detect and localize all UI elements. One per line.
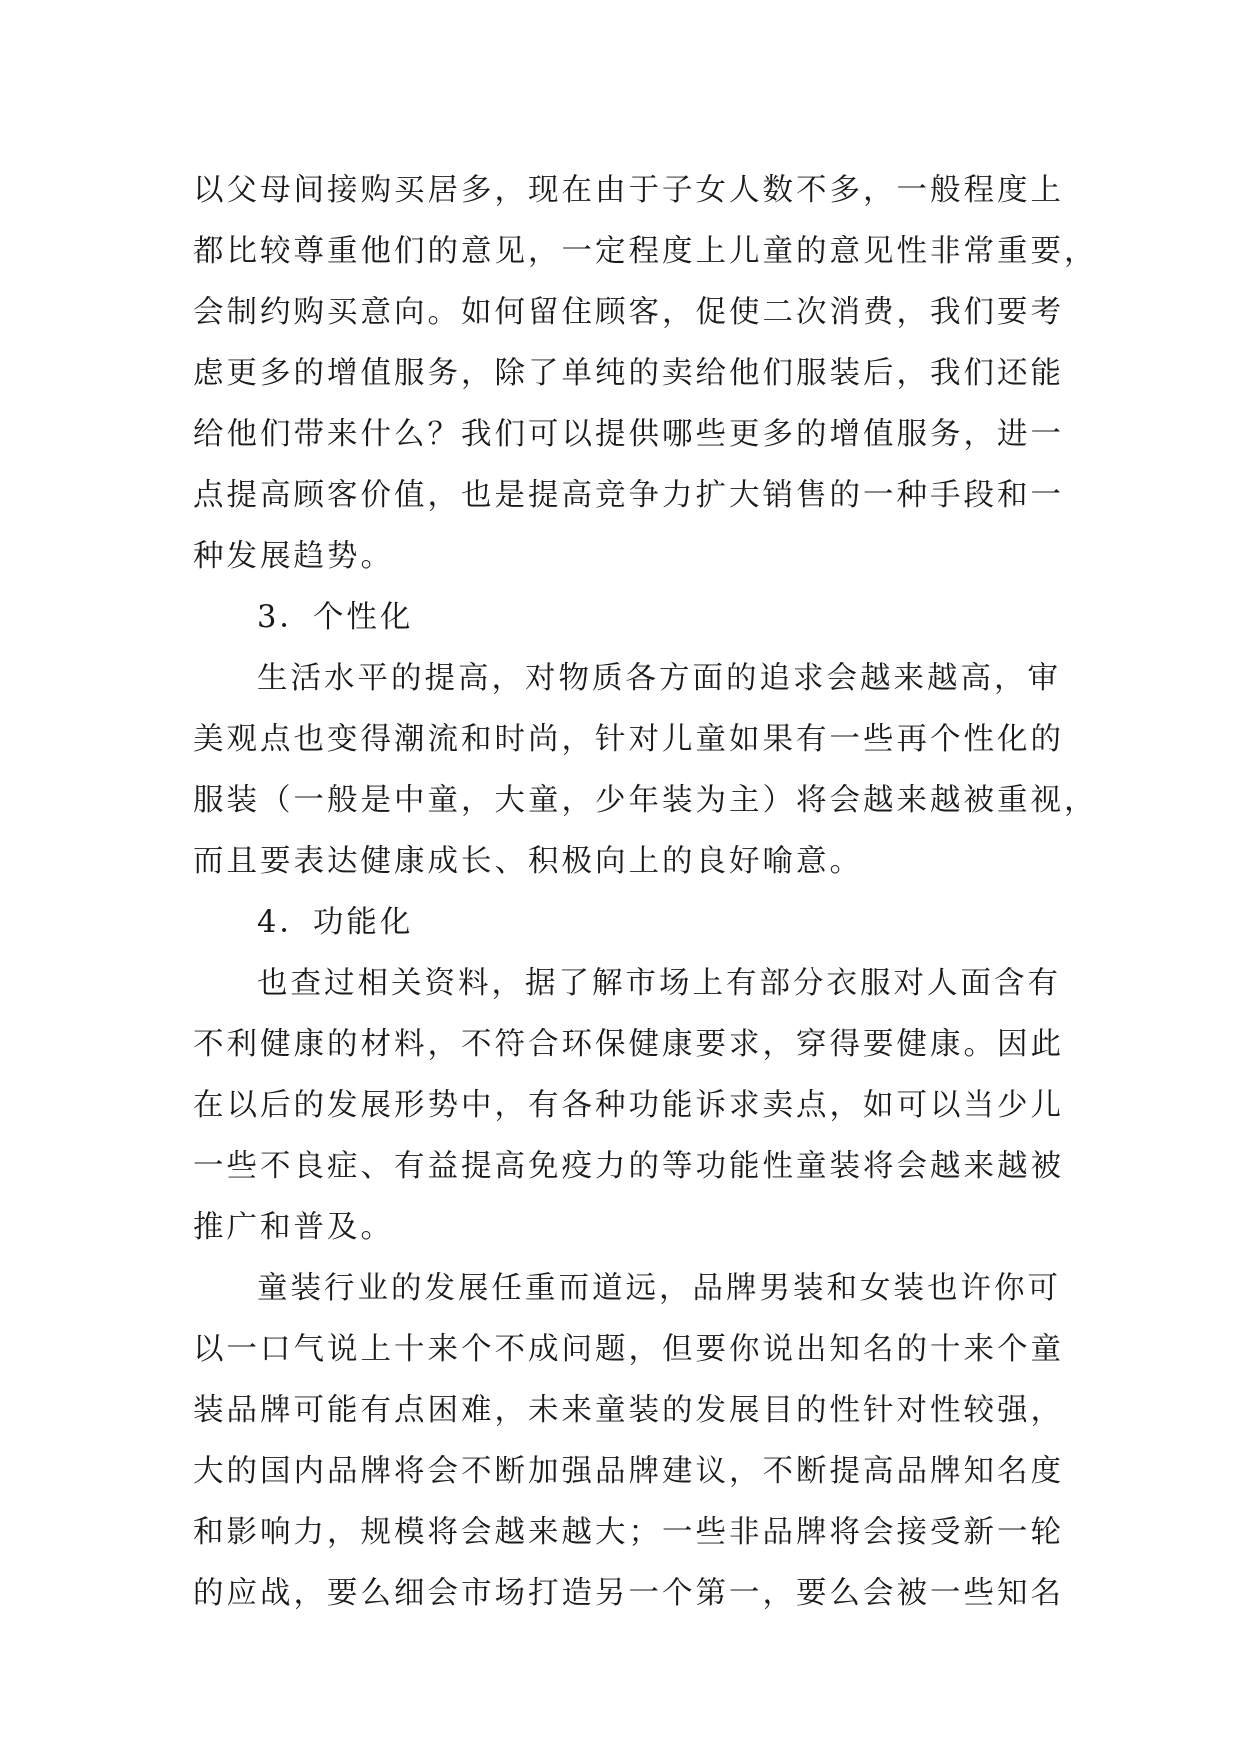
text-line: 种发展趋势。 bbox=[193, 539, 394, 574]
text-line: 以父母间接购买居多，现在由于子女人数不多，一般程度上 bbox=[193, 173, 1064, 208]
text-line: 大的国内品牌将会不断加强品牌建议，不断提高品牌知名度 bbox=[193, 1454, 1064, 1489]
text-line: 在以后的发展形势中，有各种功能诉求卖点，如可以当少儿 bbox=[193, 1088, 1064, 1123]
text-line: 不利健康的材料，不符合环保健康要求，穿得要健康。因此 bbox=[193, 1027, 1064, 1062]
document-body bbox=[193, 160, 1098, 1624]
text-line: 4．功能化 bbox=[257, 905, 414, 940]
text-line: 而且要表达健康成长、积极向上的良好喻意。 bbox=[193, 844, 863, 879]
text-line: 以一口气说上十来个不成问题，但要你说出知名的十来个童 bbox=[193, 1332, 1064, 1367]
text-line: 推广和普及。 bbox=[193, 1210, 394, 1245]
text-line: 装品牌可能有点困难，未来童装的发展目的性针对性较强， bbox=[193, 1393, 1064, 1428]
text-line: 会制约购买意向。如何留住顾客，促使二次消费，我们要考 bbox=[193, 295, 1064, 330]
text-line: 生活水平的提高，对物质各方面的追求会越来越高，审 bbox=[257, 661, 1061, 696]
text-line: 3．个性化 bbox=[257, 600, 414, 635]
text-line: 童装行业的发展任重而道远，品牌男装和女装也许你可 bbox=[257, 1271, 1061, 1306]
text-line: 也查过相关资料，据了解市场上有部分衣服对人面含有 bbox=[257, 966, 1061, 1001]
text-line: 虑更多的增值服务，除了单纯的卖给他们服装后，我们还能 bbox=[193, 356, 1064, 391]
text-line: 点提高顾客价值，也是提高竞争力扩大销售的一种手段和一 bbox=[193, 478, 1064, 513]
text-line: 美观点也变得潮流和时尚，针对儿童如果有一些再个性化的 bbox=[193, 722, 1064, 757]
text-line: 给他们带来什么？我们可以提供哪些更多的增值服务，进一 bbox=[193, 417, 1064, 452]
text-line: 服装（一般是中童，大童，少年装为主）将会越来越被重视， bbox=[193, 783, 1098, 818]
text-line: 一些不良症、有益提高免疫力的等功能性童装将会越来越被 bbox=[193, 1149, 1064, 1184]
text-line: 都比较尊重他们的意见，一定程度上儿童的意见性非常重要， bbox=[193, 234, 1098, 269]
text-line: 的应战，要么细会市场打造另一个第一，要么会被一些知名 bbox=[193, 1576, 1064, 1611]
text-line: 和影响力，规模将会越来越大；一些非品牌将会接受新一轮 bbox=[193, 1515, 1064, 1550]
